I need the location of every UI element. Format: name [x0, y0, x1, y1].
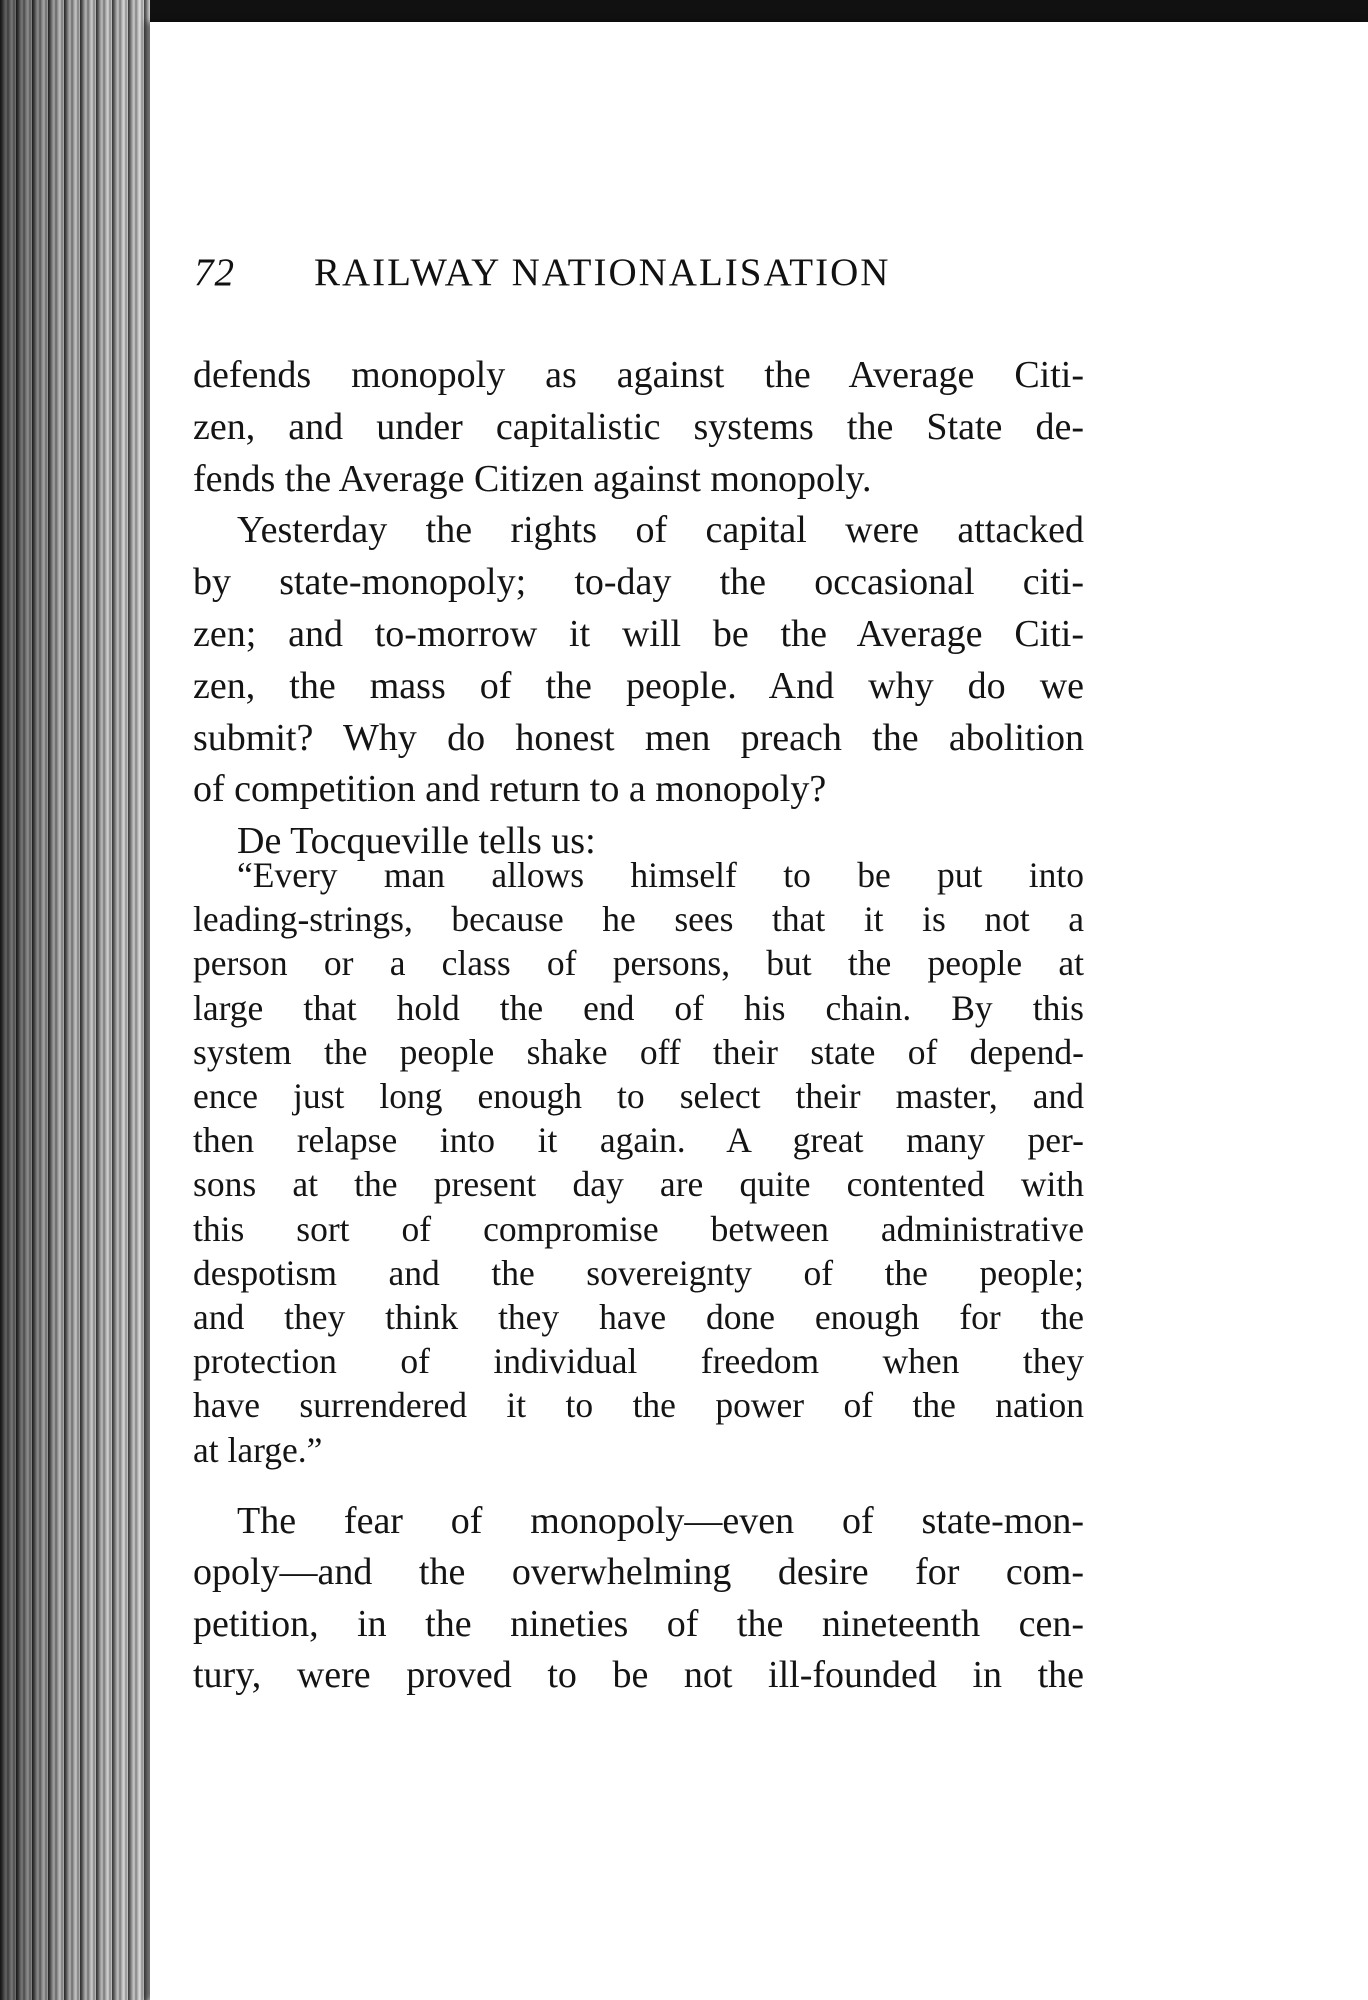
quote-line: large that hold the end of his chain. By this: [193, 987, 1084, 1028]
quote-line: sons at the present day are quite contented with: [193, 1164, 1084, 1205]
book-page-edges: [0, 0, 150, 2000]
text-line: zen; and to-morrow it will be the Average Citi-: [193, 612, 1084, 655]
text-line: zen, and under capitalistic systems the State de-: [193, 405, 1084, 448]
text-line: tury, were proved to be not ill-founded in the: [193, 1654, 1084, 1697]
text-line: The fear of monopoly—even of state-mon-: [237, 1500, 1084, 1542]
quote-line: ence just long enough to select their master, and: [193, 1076, 1084, 1117]
text-line: opoly—and the overwhelming desire for com-: [193, 1551, 1084, 1594]
quote-line: leading-strings, because he sees that it is not a: [193, 899, 1084, 940]
text-line: defends monopoly as against the Average Citi-: [193, 354, 1084, 396]
quote-line: despotism and the sovereignty of the people;: [193, 1252, 1084, 1293]
quote-line: protection of individual freedom when they: [193, 1341, 1084, 1382]
text-line: fends the Average Citizen against monopoly.: [193, 457, 872, 500]
text-line: by state-monopoly; to-day the occasional citi-: [193, 561, 1084, 604]
scan-top-shadow: [0, 0, 1368, 22]
running-head: [194, 250, 1244, 306]
closing-paragraph: [193, 1496, 1084, 1702]
text-line: zen, the mass of the people. And why do we: [193, 664, 1084, 707]
quote-line: this sort of compromise between administrative: [193, 1208, 1084, 1249]
running-head-title: RAILWAY NATIONALISATION: [314, 251, 891, 294]
text-line: Yesterday the rights of capital were attacked: [237, 509, 1084, 552]
text-line: De Tocqueville tells us:: [237, 820, 596, 863]
tocqueville-quote: [193, 853, 1084, 1472]
body-paragraphs: [193, 350, 1084, 868]
text-line: of competition and return to a monopoly?: [193, 768, 827, 811]
quote-line: have surrendered it to the power of the nation: [193, 1385, 1084, 1426]
quote-line: at large.”: [193, 1429, 323, 1470]
quote-line: and they think they have done enough for the: [193, 1297, 1084, 1338]
quote-line: then relapse into it again. A great many per-: [193, 1120, 1084, 1161]
quote-line: person or a class of persons, but the people at: [193, 943, 1084, 984]
quote-line: “Every man allows himself to be put into: [237, 855, 1084, 895]
quote-line: system the people shake off their state of depend-: [193, 1031, 1084, 1072]
page-number: 72: [194, 251, 235, 294]
text-line: petition, in the nineties of the nineteenth cen-: [193, 1602, 1084, 1645]
text-line: submit? Why do honest men preach the abolition: [193, 716, 1084, 759]
